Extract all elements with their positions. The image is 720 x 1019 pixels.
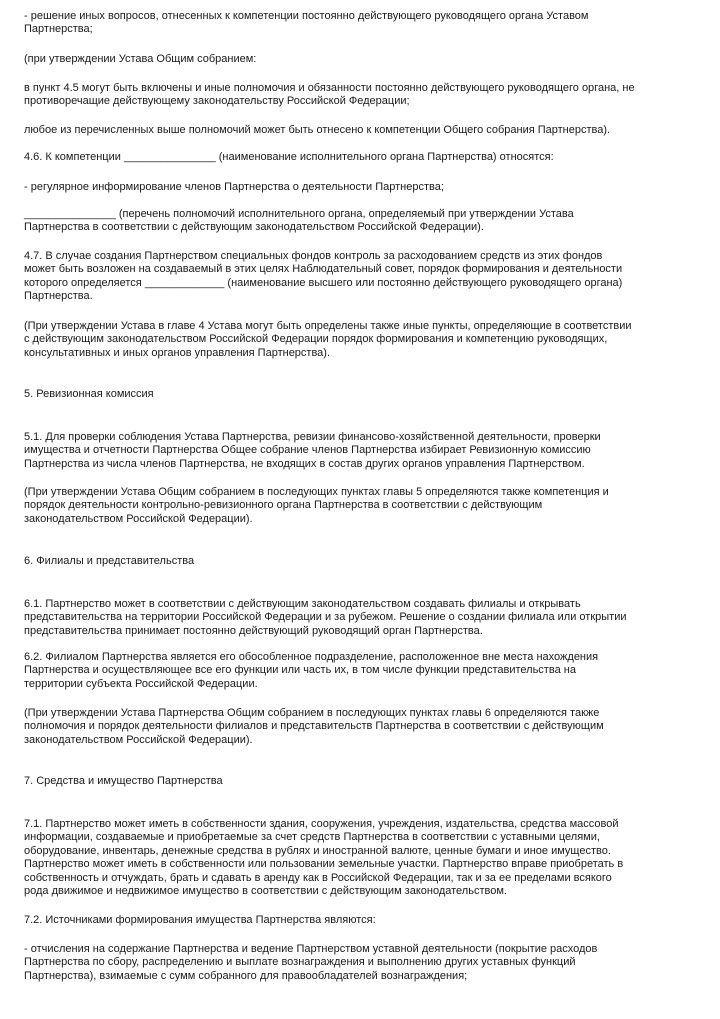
- text-line: законодательством Российской Федерации).: [24, 733, 253, 746]
- text-line: 6. Филиалы и представительства: [24, 555, 195, 567]
- section-heading-5: [24, 388, 704, 401]
- text-line: - решение иных вопросов, отнесенных к компетенции постоянно действующего руководящего органа Уставом: [24, 10, 589, 22]
- text-line: собственность и отчуждать, брать и сдавать в аренду как в Российской Федерации, так и за ее пределами всякого: [24, 871, 612, 884]
- text-line: (При утверждении Устава в главе 4 Устава могут быть определены также иные пункты, определяющие в соответствии: [24, 320, 632, 332]
- paragraph-11: [24, 431, 704, 471]
- text-line: - регулярное информирование членов Партнерства о деятельности Партнерства;: [24, 181, 444, 193]
- paragraph-3: [24, 82, 704, 109]
- text-line: 5. Ревизионная комиссия: [24, 388, 154, 400]
- paragraph-19: [24, 914, 704, 927]
- text-line: 5.1. Для проверки соблюдения Устава Партнерства, ревизии финансово-хозяйственной деятельности, проверки: [24, 431, 601, 443]
- text-line: территории субъекта Российской Федерации.: [24, 677, 258, 690]
- text-line: имущества и отчетности Партнерства Общее собрание членов Партнерства избирает Ревизионную комиссию: [24, 444, 591, 457]
- text-line: Партнерства из числа членов Партнерства, не входящих в состав других органов управления Партнерством.: [24, 457, 585, 470]
- text-line: консультативных и иных органов управления Партнерства).: [24, 346, 331, 359]
- text-line: (При утверждении Устава Общим собранием в последующих пунктах главы 5 определяются также компетенция и: [24, 486, 609, 498]
- paragraph-7: [24, 208, 704, 235]
- paragraph-15: [24, 651, 704, 691]
- text-line: (При утверждении Устава Партнерства Общим собранием в последующих пунктах главы 6 определяются также: [24, 707, 600, 719]
- text-line: - отчисления на содержание Партнерства и ведение Партнерством уставной деятельности (покрытие расходов: [24, 943, 598, 955]
- section-heading-7: [24, 775, 704, 788]
- text-line: представительства принимает постоянно действующий руководящий орган Партнерства.: [24, 624, 483, 637]
- text-line: порядок деятельности контрольно-ревизионного органа Партнерства в соответствии с действующим: [24, 499, 543, 512]
- text-line: 4.6. К компетенции _______________ (наименование исполнительного органа Партнерства) относятся:: [24, 151, 554, 163]
- paragraph-14: [24, 598, 704, 638]
- text-line: в пункт 4.5 могут быть включены и иные полномочия и обязанности постоянно действующего руководящего органа, не: [24, 82, 635, 94]
- paragraph-9: [24, 320, 704, 360]
- text-line: полномочия и порядок деятельности филиалов и представительств Партнерства в соответствии с действующим: [24, 720, 604, 733]
- text-line: представительства на территории Российской Федерации и за рубежом. Решение о создании филиала или открытии: [24, 611, 627, 624]
- text-line: Партнерства), взимаемые с сумм собранного для правообладателей вознаграждения;: [24, 969, 468, 982]
- paragraph-6: [24, 181, 704, 194]
- text-line: Партнерства.: [24, 290, 93, 303]
- text-line: 7. Средства и имущество Партнерства: [24, 775, 223, 787]
- text-line: 4.7. В случае создания Партнерством специальных фондов контроль за расходованием средств из этих фондов: [24, 250, 603, 262]
- text-line: которого определяется _____________ (наименование высшего или постоянно действующего руководящего органа): [24, 276, 623, 289]
- text-line: 6.2. Филиалом Партнерства является его обособленное подразделение, расположенное вне места нахождения: [24, 651, 599, 663]
- text-line: 7.2. Источниками формирования имущества Партнерства являются:: [24, 914, 376, 926]
- text-line: оборудование, инвентарь, денежные средства в рублях и иностранной валюте, ценные бумаги и иное имущество.: [24, 844, 611, 857]
- text-line: законодательством Российской Федерации).: [24, 512, 253, 525]
- text-line: с действующим законодательством Российской Федерации порядок формирования и компетенцию руководящих,: [24, 333, 608, 346]
- text-line: противоречащие действующему законодательству Российской Федерации;: [24, 95, 410, 108]
- paragraph-12: [24, 486, 704, 526]
- paragraph-8: [24, 250, 704, 304]
- text-line: 7.1. Партнерство может иметь в собственности здания, сооружения, учреждения, издательства, средства массовой: [24, 818, 619, 830]
- paragraph-5: [24, 151, 704, 164]
- text-line: 6.1. Партнерство может в соответствии с действующим законодательством создавать филиалы и открывать: [24, 598, 581, 610]
- paragraph-1: [24, 10, 704, 37]
- text-line: (при утверждении Устава Общим собранием:: [24, 53, 257, 65]
- paragraph-2: [24, 53, 704, 66]
- paragraph-16: [24, 707, 704, 747]
- text-line: Партнерства по сбору, распределению и выплате вознаграждения и выполнению других уставных функций: [24, 956, 576, 969]
- text-line: информации, создаваемые и приобретаемые за счет средств Партнерства в соответствии с уставными целями,: [24, 831, 600, 844]
- text-line: _______________ (перечень полномочий исполнительного органа, определяемый при утверждении Устава: [24, 208, 574, 220]
- paragraph-18: [24, 818, 704, 898]
- text-line: Партнерства и осуществляющее все его функции или часть их, в том числе функции представительства на: [24, 664, 576, 677]
- text-line: Партнерства в соответствии с действующим законодательством Российской Федерации).: [24, 221, 484, 234]
- paragraph-4: [24, 124, 704, 137]
- text-line: Партнерства;: [24, 23, 93, 36]
- text-line: любое из перечисленных выше полномочий может быть отнесено к компетенции Общего собрания Партнерства).: [24, 124, 611, 136]
- text-line: Партнерство может иметь в собственности или пользовании земельные участки. Партнерство вправе приобретать в: [24, 858, 624, 871]
- paragraph-20: [24, 943, 704, 983]
- section-heading-6: [24, 555, 704, 568]
- text-line: может быть возложен на создаваемый в этих целях Наблюдательный совет, порядок формирования и деятельности: [24, 263, 623, 276]
- text-line: рода движимое и недвижимое имущество в соответствии с действующим законодательством.: [24, 884, 507, 897]
